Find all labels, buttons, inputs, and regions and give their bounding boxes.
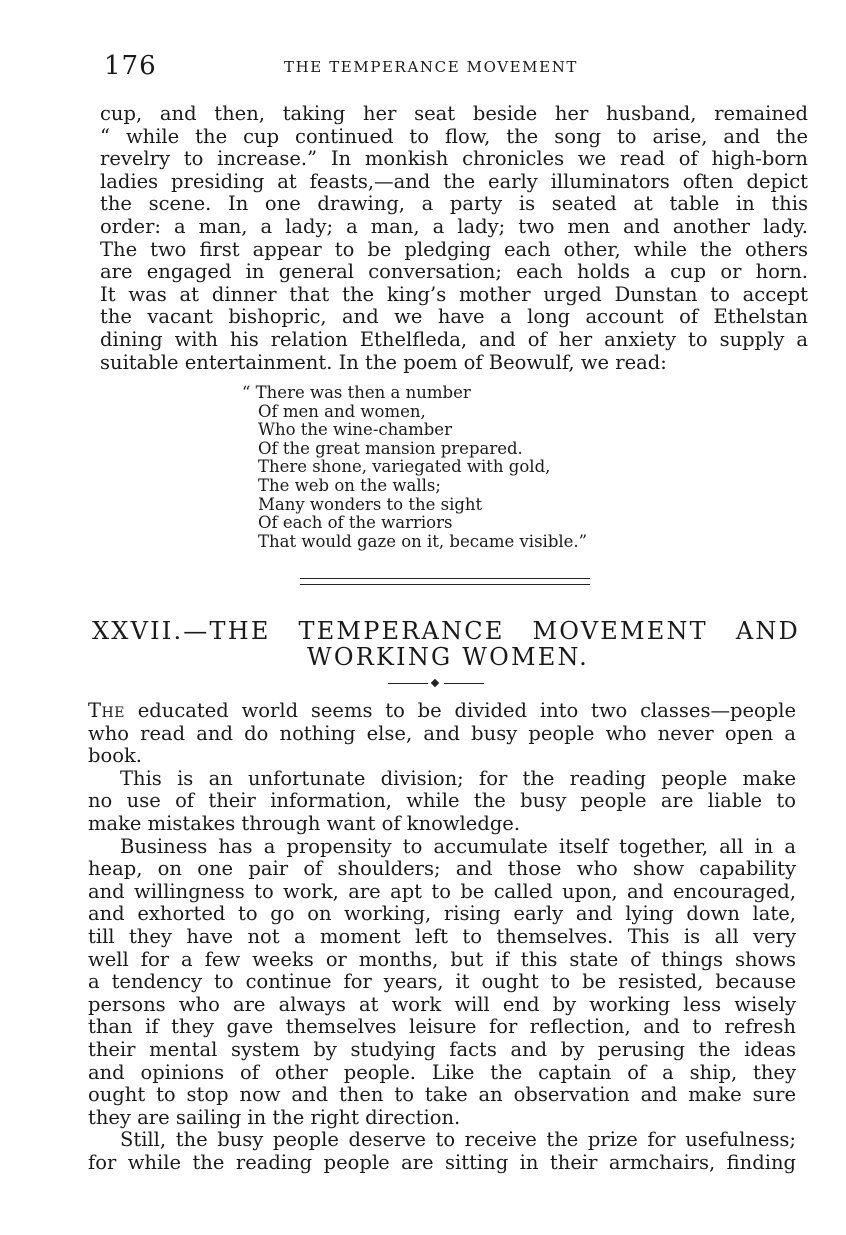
poem-line: Of the great mansion prepared.: [258, 438, 523, 458]
text-line: suitable entertainment. In the poem of Beowulf, we read:: [100, 351, 667, 374]
chapter-title-line-2: WORKING WOMEN.: [307, 643, 589, 671]
poem-quotation: [242, 384, 662, 551]
text-line: no use of their information, while the busy people are liable to: [88, 790, 796, 813]
opening-line-rest: educated world seems to be divided into two classes—people: [124, 700, 796, 722]
text-line: Business has a propensity to accumulate itself together, all in a: [120, 835, 796, 858]
section-divider: [300, 578, 590, 585]
opening-word: The: [88, 700, 125, 722]
text-line: for while the reading people are sitting in their armchairs, finding: [88, 1151, 796, 1174]
text-line: order: a man, a lady; a man, a lady; two men and another lady.: [100, 215, 808, 238]
text-line: and willingness to work, are apt to be called upon, and encouraged,: [88, 880, 796, 903]
text-line: and exhorted to go on working, rising early and lying down late,: [88, 903, 796, 926]
text-line: cup, and then, taking her seat beside her husband, remained: [100, 103, 808, 125]
text-line: [88, 700, 796, 723]
text-line: their mental system by studying facts and by perusing the ideas: [88, 1038, 796, 1061]
poem-line: The web on the walls;: [258, 475, 441, 495]
text-line: dining with his relation Ethelfleda, and of her anxiety to supply a: [100, 328, 808, 351]
text-line: till they have not a moment left to themselves. This is all very: [88, 925, 796, 948]
text-line: well for a few weeks or months, but if this state of things shows: [88, 948, 796, 971]
text-line: the scene. In one drawing, a party is seated at table in this: [100, 193, 808, 216]
text-line: make mistakes through want of knowledge.: [88, 812, 521, 835]
text-line: they are sailing in the right direction.: [88, 1106, 461, 1129]
running-head: THE TEMPERANCE MOVEMENT: [284, 58, 579, 76]
ornament-rule: [388, 680, 484, 686]
diamond-icon: [431, 679, 439, 687]
text-line: revelry to increase.” In monkish chronicles we read of high-born: [100, 148, 808, 171]
text-line: who read and do nothing else, and busy people who never open a: [88, 722, 796, 745]
poem-line: “ There was then a number: [242, 383, 471, 402]
text-line: ladies presiding at feasts,—and the early illuminators often depict: [100, 170, 808, 193]
ornament-bar-left: [388, 683, 428, 684]
text-line: than if they gave themselves leisure for reflection, and to refresh: [88, 1016, 796, 1039]
text-line: are engaged in general conversation; each holds a cup or horn.: [100, 261, 808, 284]
poem-line: Of men and women,: [258, 401, 426, 421]
text-line: persons who are always at work will end by working less wisely: [88, 993, 796, 1016]
text-line: This is an unfortunate division; for the reading people make: [120, 767, 796, 790]
page-number: 176: [104, 51, 157, 81]
text-line: ought to stop now and then to take an observation and make sure: [88, 1084, 796, 1107]
chapter-title-line-1: XXVII.—THE TEMPERANCE MOVEMENT AND: [92, 617, 800, 645]
chapter-body: [88, 700, 796, 1174]
text-line: It was at dinner that the king’s mother urged Dunstan to accept: [100, 283, 808, 306]
chapter-heading: [92, 618, 800, 670]
top-paragraph: [100, 103, 808, 374]
text-line: a tendency to continue for years, it ought to be resisted, because: [88, 971, 796, 994]
text-line: book.: [88, 745, 142, 768]
poem-line: Many wonders to the sight: [258, 494, 483, 514]
poem-line: There shone, variegated with gold,: [258, 457, 551, 477]
text-line: heap, on one pair of shoulders; and those who show capability: [88, 858, 796, 881]
poem-line: That would gaze on it, became visible.”: [258, 531, 588, 551]
text-line: The two first appear to be pledging each other, while the others: [100, 238, 808, 261]
text-line: “ while the cup continued to flow, the song to arise, and the: [100, 125, 808, 148]
text-line: Still, the busy people deserve to receive the prize for usefulness;: [120, 1129, 796, 1152]
text-line: and opinions of other people. Like the captain of a ship, they: [88, 1061, 796, 1084]
poem-line: Of each of the warriors: [258, 513, 453, 533]
text-line: the vacant bishopric, and we have a long account of Ethelstan: [100, 306, 808, 329]
ornament-bar-right: [444, 683, 484, 684]
poem-line: Who the wine-chamber: [258, 420, 452, 440]
